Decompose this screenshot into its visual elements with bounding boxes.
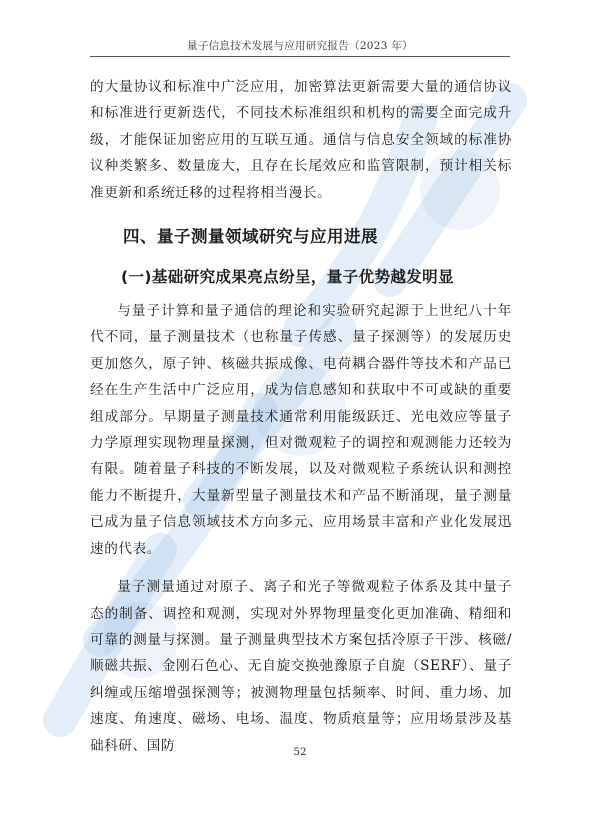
paragraph-spacer [90,562,512,574]
page-number: 52 [293,746,307,758]
paragraph: 量子测量通过对原子、离子和光子等微观粒子体系及其中量子态的制备、调控和观测，实现对外界物理量变化更加准确、精细和可靠的测量与探测。量子测量典型技术方案包括冷原子干涉、核磁/顺磁共振、金刚石色心、无自旋交换弛豫原子自旋（SERF）、量子纠缠或压缩增强探测等；被测物理量包括频率、时间、重力场、加速度、角速度、磁场、电场、温度、物质痕量等；应用场景涉及基础科研、国防 [90,579,512,754]
running-header: 量子信息技术发展与应用研究报告（2023 年） [187,40,413,52]
header-divider [90,56,510,57]
subsection-heading: (一)基础研究成果亮点纷呈，量子优势越发明显 [121,268,454,287]
page-body [90,74,512,759]
paragraph: 与量子计算和量子通信的理论和实验研究起源于上世纪八十年代不同，量子测量技术（也称量子传感、量子探测等）的发展历史更加悠久，原子钟、核磁共振成像、电荷耦合器件等技术和产品已经在生产生活中广泛应用，成为信息感知和获取中不可或缺的重要组成部分。早期量子测量技术通常利用能级跃迁、光电效应等量子力学原理实现物理量探测，但对微观粒子的调控和观测能力还较为有限。随着量子科技的不断发展，以及对微观粒子系统认识和测控能力不断提升，大量新型量子测量技术和产品不断涌现，量子测量已成为量子信息领域技术方向多元、应用场景丰富和产业化发展迅速的代表。 [90,303,512,557]
section-heading: 四、量子测量领域研究与应用进展 [123,227,378,247]
paragraph-continued: 的大量协议和标准中广泛应用，加密算法更新需要大量的通信协议和标准进行更新迭代，不同技术标准组织和机构的需要全面完成升级，才能保证加密应用的互联互通。通信与信息安全领域的标准协议种类繁多、数量庞大，且存在长尾效应和监管限制，预计相关标准更新和系统迁移的过程将相当漫长。 [90,79,512,201]
